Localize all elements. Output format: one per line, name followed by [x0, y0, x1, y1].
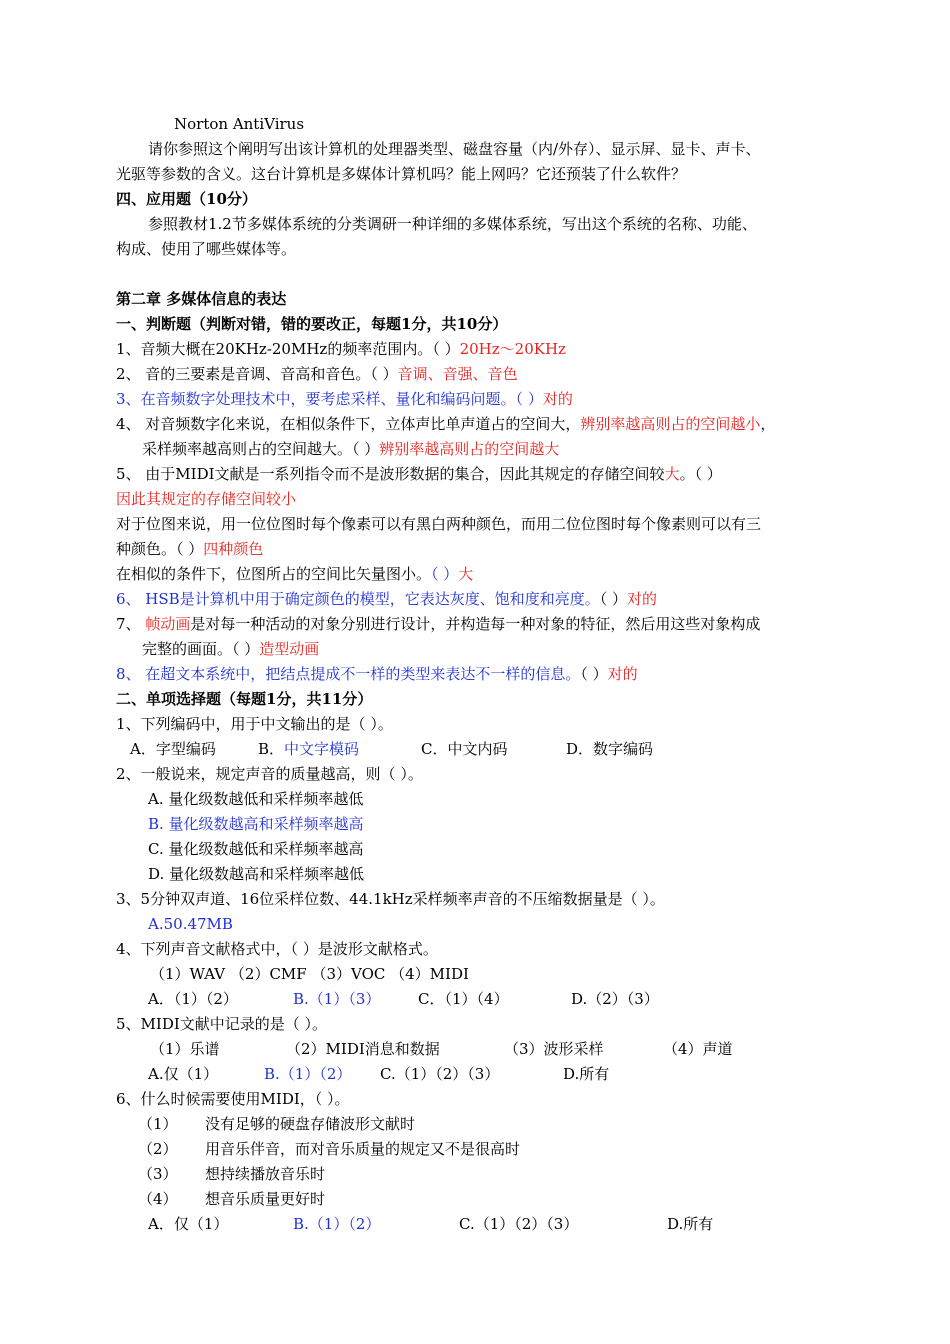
judge-q8-text: 8、 在超文本系统中，把结点提成不一样的类型来表达不一样的信息。	[116, 665, 581, 683]
single-q6-num-2: （2）	[138, 1140, 178, 1158]
single-q5-option-d: D.所有	[563, 1065, 610, 1083]
judge-q3-text: 3、在音频数字处理技术中，要考虑采样、量化和编码问题。（ ）	[116, 390, 543, 408]
single-heading: 二、单项选择题（每题1分，共11分）	[116, 690, 373, 708]
single-q5-option-b: B.（1）（2）	[264, 1065, 352, 1083]
section-4-line-2: 构成、使用了哪些媒体等。	[116, 240, 297, 258]
judge-q4-line-1	[116, 414, 775, 434]
single-q4-stem: 4、下列声音文献格式中，（ ）是波形文献格式。	[116, 940, 438, 958]
judge-q5	[116, 464, 722, 484]
single-q4-items: （1）WAV （2）CMF （3）VOC （4）MIDI	[150, 965, 469, 983]
judge-q7-text: 是对每一种活动的对象分别进行设计，并构造每一种对象的特征，然后用这些对象构成	[190, 615, 761, 633]
judge-bitmap-answer: 四种颜色	[203, 540, 264, 558]
judge-q6-text: 6、 HSB是计算机中用于确定颜色的模型，它表达灰度、饱和度和亮度。	[116, 590, 600, 608]
judge-q5-mark: 大	[664, 465, 680, 483]
single-q4-option-d: D.（2）（3）	[571, 990, 659, 1008]
single-q5-stem: 5、MIDI文献中记录的是（ ）。	[116, 1015, 328, 1033]
single-q1-option-a: A．字型编码	[130, 740, 216, 758]
judge-q3-answer: 对的	[542, 390, 573, 408]
judge-q4-text-2: 采样频率越高则占的空间越大。（ ）	[142, 440, 380, 458]
single-q2-option-c: C. 量化级数越低和采样频率越高	[148, 840, 364, 858]
judge-q1-text: 1、音频大概在20KHz-20MHz的频率范围内。（ ）	[116, 340, 460, 358]
single-q6-option-b: B.（1）（2）	[293, 1215, 381, 1233]
judge-q7-line-2	[142, 639, 319, 659]
single-q2-option-d: D. 量化级数越高和采样频率越低	[148, 865, 365, 883]
single-q5-item-1: （1）乐谱	[150, 1040, 220, 1058]
judge-q7-num: 7、	[116, 615, 146, 633]
judge-q6-paren: （ ）	[599, 590, 627, 608]
single-q1-option-d: D．数字编码	[566, 740, 654, 758]
software-name: Norton AntiVirus	[174, 115, 305, 133]
judge-q2	[116, 364, 518, 384]
single-q1-option-b	[258, 739, 359, 759]
judge-q1-answer: 20Hz～20KHz	[459, 340, 566, 358]
judge-q4-line-2	[142, 439, 559, 459]
judge-q4-text: 4、 对音频数字化来说，在相似条件下，立体声比单声道占的空间大，	[116, 415, 581, 433]
judge-q2-text: 2、 音的三要素是音调、音高和音色。（ ）	[116, 365, 398, 383]
judge-q5-text: 5、 由于MIDI文献是一系列指令而不是波形数据的集合，因此其规定的存储空间较	[116, 465, 665, 483]
single-q6-num-1: （1）	[138, 1115, 178, 1133]
single-q1-option-c: C．中文内码	[421, 740, 508, 758]
single-q6-stem: 6、什么时候需要使用MIDI，（ ）。	[116, 1090, 350, 1108]
single-q1-option-b-text: 中文字模码	[284, 740, 360, 758]
judge-q5-answer: 因此其规定的存储空间较小	[116, 490, 297, 508]
single-q5-option-a: A.仅（1）	[148, 1065, 219, 1083]
judge-q4-punct: ，	[760, 415, 776, 433]
single-q6-item-3: 想持续播放音乐时	[205, 1165, 326, 1183]
single-q6-item-4: 想音乐质量更好时	[205, 1190, 326, 1208]
judge-q5-paren: 。（ ）	[679, 465, 722, 483]
single-q3-stem: 3、5分钟双声道、16位采样位数、44.1kHz采样频率声音的不压缩数据量是（ ）。	[116, 890, 665, 908]
single-q4-option-b: B.（1）（3）	[293, 990, 381, 1008]
single-q3-answer: A.50.47MB	[148, 915, 233, 933]
judge-bitmap-text: 种颜色。（ ）	[116, 540, 204, 558]
judge-q7-line-1	[116, 614, 760, 634]
judge-q7-answer: 造型动画	[259, 640, 320, 658]
judge-q3	[116, 389, 573, 409]
section-4-line-1: 参照教材1.2节多媒体系统的分类调研一种详细的多媒体系统，写出这个系统的名称、功能、	[148, 215, 757, 233]
single-q6-num-4: （4）	[138, 1190, 178, 1208]
single-q2-stem: 2、一般说来，规定声音的质量越高，则（ ）。	[116, 765, 423, 783]
single-q4-option-a: A．（1）（2）	[148, 990, 238, 1008]
judge-vector-answer: 大	[458, 565, 474, 583]
single-q2-option-a: A. 量化级数越低和采样频率越低	[148, 790, 364, 808]
section-4-heading: 四、应用题（10分）	[116, 190, 257, 208]
chapter-title: 第二章 多媒体信息的表达	[116, 290, 287, 308]
judge-q7-mark: 帧动画	[145, 615, 191, 633]
judge-heading: 一、判断题（判断对错，错的要改正，每题1分，共10分）	[116, 315, 508, 333]
single-q6-num-3: （3）	[138, 1165, 178, 1183]
single-q5-option-c: C.（1）（2）（3）	[380, 1065, 500, 1083]
judge-q6-answer: 对的	[626, 590, 657, 608]
single-q6-option-d: D.所有	[667, 1215, 714, 1233]
judge-vector-paren: （ ）	[431, 565, 459, 583]
judge-q6	[116, 589, 657, 609]
judge-q2-answer: 音调、音强、音色	[397, 365, 518, 383]
judge-bitmap-line-1: 对于位图来说，用一位位图时每个像素可以有黑白两种颜色，而用二位位图时每个像素则可以有三	[116, 515, 762, 533]
question-line-1: 请你参照这个阐明写出该计算机的处理器类型、磁盘容量（内/外存）、显示屏、显卡、声卡、	[148, 140, 761, 158]
single-q6-option-c: C.（1）（2）（3）	[459, 1215, 579, 1233]
judge-q1	[116, 339, 566, 359]
judge-q4-answer: 辨别率越高则占的空间越大	[379, 440, 560, 458]
single-q2-option-b: B. 量化级数越高和采样频率越高	[148, 815, 364, 833]
single-q6-option-a: A．仅（1）	[148, 1215, 229, 1233]
judge-q4-correction: 辨别率越高则占的空间越小	[580, 415, 761, 433]
single-q4-option-c: C．（1）（4）	[418, 990, 509, 1008]
single-q5-item-2: （2）MIDI消息和数据	[286, 1040, 440, 1058]
judge-vector-text: 在相似的条件下，位图所占的空间比矢量图小。	[116, 565, 432, 583]
single-q5-item-3: （3）波形采样	[504, 1040, 604, 1058]
judge-q7-text-2: 完整的画面。（ ）	[142, 640, 260, 658]
single-q6-item-1: 没有足够的硬盘存储波形文献时	[205, 1115, 416, 1133]
judge-q8	[116, 664, 638, 684]
question-line-2: 光驱等参数的含义。这台计算机是多媒体计算机吗？能上网吗？它还预装了什么软件？	[116, 165, 687, 183]
single-q6-item-2: 用音乐伴音，而对音乐质量的规定又不是很高时	[205, 1140, 521, 1158]
judge-q8-answer: 对的	[607, 665, 638, 683]
single-q1-option-b-label: B．	[258, 740, 285, 758]
judge-bitmap-line-2	[116, 539, 263, 559]
judge-vector	[116, 564, 473, 584]
judge-q8-paren: （ ）	[580, 665, 608, 683]
single-q1-stem: 1、下列编码中，用于中文输出的是（ ）。	[116, 715, 393, 733]
single-q5-item-4: （4）声道	[663, 1040, 733, 1058]
